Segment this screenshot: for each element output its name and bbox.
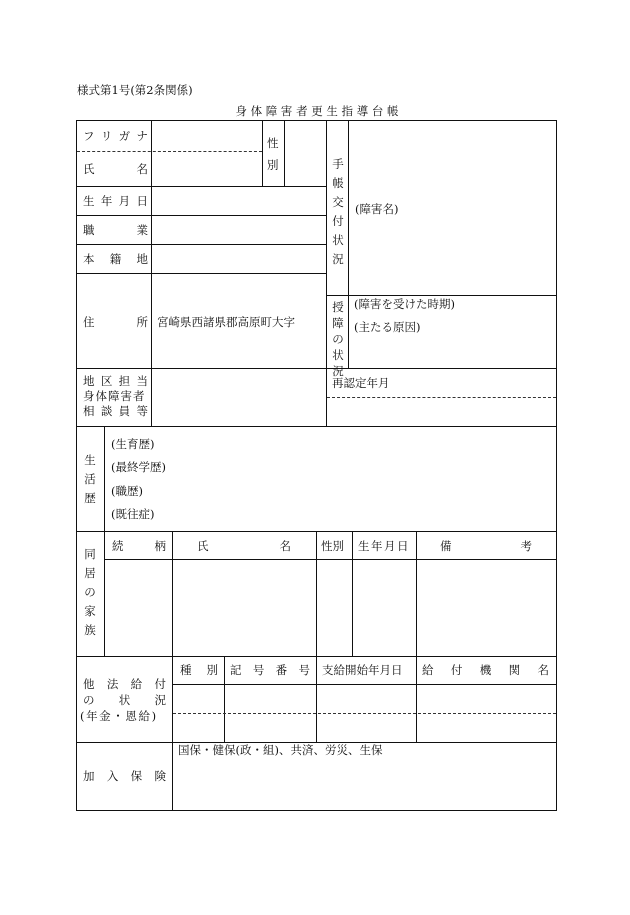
time-received-label: (障害を受けた時期) [354,297,455,311]
counselor-label-line3: 相 談 員 等 [83,404,148,418]
growth-history-label: (生育歴) [111,437,155,451]
main-cause-label: (主たる原因) [354,320,421,334]
other-benefits-label-line3: (年金・恩給) [80,709,158,723]
insurance-label: 加 入 保 険 [83,769,166,783]
document-title: 身 体 障 害 者 更 生 指 導 台 帳 [235,104,399,118]
insurance-options: 国保・健保(政・組)、共済、労災、生保 [178,743,383,757]
education-label: (最終学歴) [111,460,166,474]
form-number: 様式第1号(第2条関係) [77,83,193,97]
disability-status-label: 授障の状況 [332,300,344,378]
col-type: 種 別 [180,663,218,677]
col-family-name: 氏 名 [197,539,291,553]
col-number: 記 号 番 号 [230,663,310,677]
col-agency: 給 付 機 関 名 [422,663,549,677]
handbook-label: 手帳交付状況 [332,157,344,266]
recert-label: 再認定年月 [332,376,390,390]
other-benefits-label-line1: 他 法 給 付 [83,677,166,691]
other-benefits-label-line2: の 状 況 [83,693,166,707]
birthdate-label: 生 年 月 日 [83,194,148,208]
furigana-label: フ リ ガ ナ [83,129,148,143]
medical-history-label: (既往症) [111,507,155,521]
name-label: 氏 名 [83,162,148,176]
disability-name-label: (障害名) [355,202,399,216]
sex-label-bottom: 別 [267,158,279,172]
address-label: 住 所 [83,315,148,329]
col-start-date: 支給開始年月日 [322,663,403,677]
family-label: 同居の家族 [84,547,96,637]
domicile-label: 本 籍 地 [83,252,148,266]
address-value: 宮崎県西諸県郡高原町大字 [157,315,295,329]
col-relation: 続 柄 [112,539,166,553]
counselor-label-line2: 身体障害者 [83,389,146,403]
occupation-label: 職 業 [83,223,148,237]
col-sex: 性別 [321,539,344,553]
life-history-label: 生活歴 [84,453,96,505]
col-birthdate: 生年月日 [358,539,410,553]
career-label: (職歴) [111,484,143,498]
counselor-label-line1: 地 区 担 当 [83,374,148,388]
col-remarks: 備 考 [440,539,532,553]
sex-label-top: 性 [267,136,279,150]
